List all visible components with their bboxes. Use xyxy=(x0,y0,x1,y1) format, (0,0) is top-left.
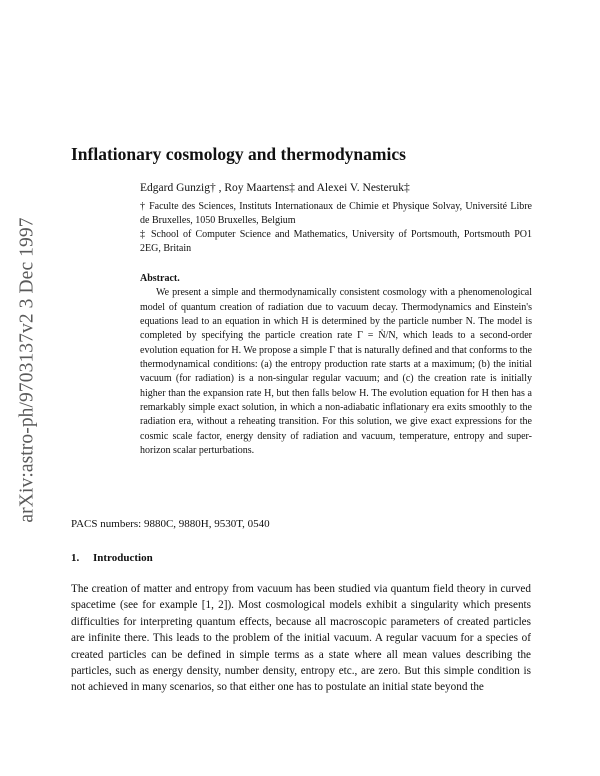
section-heading xyxy=(71,552,153,564)
pacs-numbers: PACS numbers: 9880C, 9880H, 9530T, 0540 xyxy=(71,518,270,530)
paper-title: Inflationary cosmology and thermodynamics xyxy=(71,144,406,164)
section-title: Introduction xyxy=(93,552,153,564)
abstract-heading: Abstract. xyxy=(140,273,180,284)
introduction-paragraph: The creation of matter and entropy from vacuum has been studied via quantum field theory in curved spacetime (see for example [1, 2]). Most cosmological models exhibit a singularity which presents difficulties for interpreting quantum effects, because all macroscopic parameters of created particles are infinite there. This leads to the problem of the initial vacuum. A regular vacuum for a species of created particles can be defined in simple terms as a state where all mean values describing the particles, such as energy density, number density, entropy etc., are zero. But this simple condition is not achieved in many scenarios, so that either one has to postulate an initial state beyond the xyxy=(71,583,531,694)
abstract-body: We present a simple and thermodynamically consistent cosmology with a phenomenological model of quantum creation of radiation due to vacuum decay. Thermodynamics and Einstein's equations lead to an equation in which H is determined by the particle number N. The model is completed by specifying the particle creation rate Γ = Ṅ/N, which leads to a second-order evolution equation for H. We propose a simple Γ that is naturally defined and that conforms to the thermodynamical conditions: (a) the entropy production rate starts at a maximum; (b) the initial vacuum (for radiation) is a non-singular regular vacuum; and (c) the creation rate is initially higher than the expansion rate H, but then falls below H. The evolution equation for H then has a remarkably simple exact solution, in which a non-adiabatic inflationary era exits smoothly to the radiation era, without a reheating transition. For this solution, we give exact expressions for the cosmic scale factor, energy density of radiation and vacuum, temperature, entropy and super-horizon scalar perturbations. xyxy=(140,287,532,457)
arxiv-identifier-text: arXiv:astro-ph/9703137v2 3 Dec 1997 xyxy=(17,217,38,523)
author-list: Edgard Gunzig† , Roy Maartens‡ and Alexei V. Nesteruk‡ xyxy=(140,182,410,194)
affiliation-2: ‡ School of Computer Science and Mathematics, University of Portsmouth, Portsmouth PO1 2EG, Britain xyxy=(140,229,532,255)
abstract xyxy=(140,272,532,458)
arxiv-identifier xyxy=(10,150,46,590)
affiliation-1: † Faculte des Sciences, Instituts Internationaux de Chimie et Physique Solvay, Université Libre de Bruxelles, 1050 Bruxelles, Belgium xyxy=(140,201,532,227)
section-number: 1. xyxy=(71,552,80,564)
